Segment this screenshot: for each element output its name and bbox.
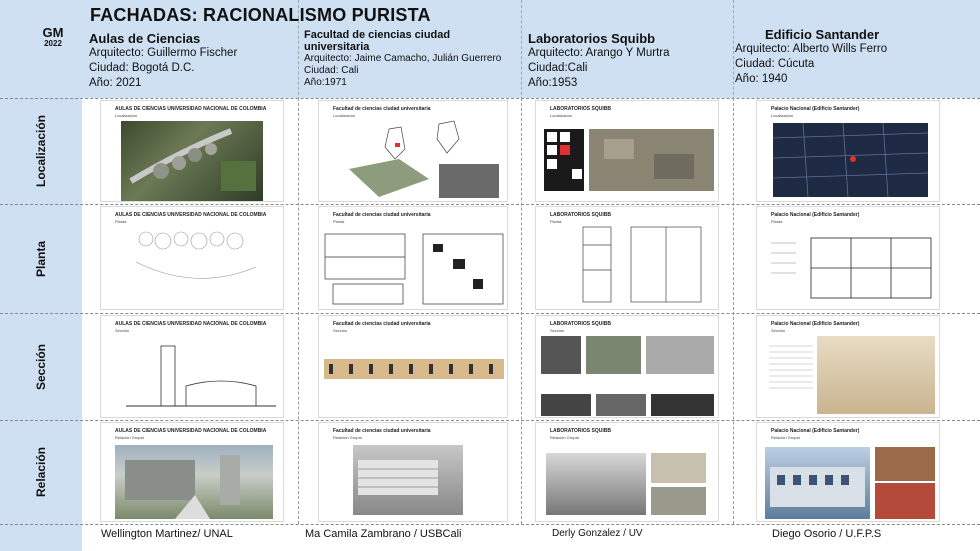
card-title: Palacio Nacional (Edificio Santander) <box>771 212 860 218</box>
floor-plan <box>771 233 936 303</box>
card-subtitle: Sección <box>115 328 130 333</box>
row-label-seccion: Sección <box>34 343 48 390</box>
thumbnail-card[interactable] <box>756 315 940 418</box>
thumbnail-card[interactable] <box>756 100 940 202</box>
thumbnail-card[interactable] <box>100 422 284 522</box>
column-divider <box>298 98 299 524</box>
building-sketch <box>115 445 273 519</box>
column-title: Laboratorios Squibb <box>528 31 656 46</box>
page-title: FACHADAS: RACIONALISMO PURISTA <box>90 5 431 25</box>
card-subtitle: Relación Grupal <box>115 435 144 440</box>
column-city: Ciudad: Cali <box>304 65 359 76</box>
card-title: Facultad de ciencias ciudad universitaria <box>333 106 431 112</box>
card-title: AULAS DE CIENCIAS UNIVERSIDAD NACIONAL DE COLOMBIA <box>115 212 267 218</box>
aerial-photo <box>121 121 263 201</box>
author-credit: Wellington Martinez/ UNAL <box>101 528 233 540</box>
card-subtitle: Relación Grupal <box>333 435 362 440</box>
column-architect: Arquitecto: Arango Y Murtra <box>528 47 670 59</box>
card-subtitle: Sección <box>550 328 565 333</box>
column-divider <box>521 98 522 524</box>
card-title: Palacio Nacional (Edificio Santander) <box>771 106 860 112</box>
card-subtitle: Localización <box>771 113 794 118</box>
floor-plan <box>581 225 706 305</box>
column-year: Año: 1940 <box>735 73 788 85</box>
column-year: Año: 2021 <box>89 77 142 89</box>
row-label-planta: Planta <box>33 240 48 277</box>
thumbnail-card[interactable] <box>318 422 508 522</box>
card-title: AULAS DE CIENCIAS UNIVERSIDAD NACIONAL DE COLOMBIA <box>115 106 267 112</box>
site-overlay <box>121 121 263 201</box>
gm-badge <box>39 26 67 48</box>
building-photo <box>115 445 273 519</box>
card-title: AULAS DE CIENCIAS UNIVERSIDAD NACIONAL DE COLOMBIA <box>115 321 267 327</box>
column-city: Ciudad: Bogotá D.C. <box>89 62 195 74</box>
location-maps <box>339 119 504 201</box>
location-maps <box>544 129 714 191</box>
thumbnail-card[interactable] <box>100 100 284 202</box>
card-title: LABORATORIOS SQUIBB <box>550 212 611 218</box>
building-photo <box>646 336 714 374</box>
thumbnail-card[interactable] <box>756 422 940 522</box>
thumbnail-card[interactable] <box>535 422 719 522</box>
card-subtitle: Localización <box>333 113 356 118</box>
row-divider <box>0 313 980 314</box>
column-title: Edificio Santander <box>765 27 880 42</box>
thumbnail-card[interactable] <box>535 315 719 418</box>
building-photo <box>765 447 870 519</box>
column-architect: Arquitecto: Jaime Camacho, Julián Guerrero <box>304 53 502 64</box>
column-divider <box>733 98 734 524</box>
card-subtitle: Sección <box>333 328 348 333</box>
building-photo <box>541 394 591 416</box>
header-divider <box>298 0 299 100</box>
section-drawing <box>126 341 276 411</box>
column-city: Ciudad: Cúcuta <box>735 58 815 70</box>
card-subtitle: Relación Grupal <box>550 435 579 440</box>
building-photo <box>651 487 706 515</box>
thumbnail-card[interactable] <box>535 206 719 310</box>
building-photo <box>586 336 641 374</box>
card-title: Palacio Nacional (Edificio Santander) <box>771 321 860 327</box>
badge-code: GM <box>42 25 64 40</box>
card-subtitle: Planta <box>115 219 127 224</box>
card-title: Palacio Nacional (Edificio Santander) <box>771 428 860 434</box>
building-photo <box>875 483 935 519</box>
thumbnail-card[interactable] <box>318 315 508 418</box>
building-photo <box>596 394 646 416</box>
building-photo <box>353 445 463 515</box>
thumbnail-card[interactable] <box>535 100 719 202</box>
author-credit: Ma Camila Zambrano / USBCali <box>305 528 462 540</box>
card-subtitle: Planta <box>771 219 783 224</box>
column-header-1 <box>89 28 289 91</box>
building-photo <box>546 453 646 515</box>
row-divider <box>0 98 980 99</box>
row-divider <box>0 524 980 525</box>
badge-year: 2022 <box>44 39 62 48</box>
building-photo <box>541 336 581 374</box>
card-subtitle: Localización <box>115 113 138 118</box>
card-subtitle: Planta <box>550 219 562 224</box>
card-title: Facultad de ciencias ciudad universitaria <box>333 212 431 218</box>
card-title: AULAS DE CIENCIAS UNIVERSIDAD NACIONAL DE COLOMBIA <box>115 428 267 434</box>
row-label-localizacion: Localización <box>34 114 48 188</box>
row-label-relacion: Relación <box>33 446 48 498</box>
card-title: LABORATORIOS SQUIBB <box>550 106 611 112</box>
column-year: Año:1971 <box>304 77 347 88</box>
header-divider <box>733 0 734 100</box>
column-title: Aulas de Ciencias <box>89 31 201 46</box>
floor-plan <box>323 229 507 309</box>
column-title: Facultad de ciencias ciudad universitaria <box>304 29 451 53</box>
column-year: Año:1953 <box>528 77 578 89</box>
building-photo <box>651 453 706 483</box>
thumbnail-card[interactable] <box>318 100 508 202</box>
thumbnail-card[interactable] <box>756 206 940 310</box>
card-title: Facultad de ciencias ciudad universitaria <box>333 321 431 327</box>
card-title: LABORATORIOS SQUIBB <box>550 428 611 434</box>
row-divider <box>0 420 980 421</box>
thumbnail-card[interactable] <box>100 315 284 418</box>
building-photo <box>651 394 714 416</box>
card-subtitle: Relación Grupal <box>771 435 800 440</box>
column-city: Ciudad:Cali <box>528 62 588 74</box>
header-divider <box>521 0 522 100</box>
column-header-3 <box>528 31 728 91</box>
author-credit: Diego Osorio / U.F.P.S <box>772 528 882 540</box>
card-subtitle: Planta <box>333 219 345 224</box>
author-credit: Derly Gonzalez / UV <box>552 528 643 539</box>
column-header-4 <box>735 27 975 87</box>
card-title: Facultad de ciencias ciudad universitaria <box>333 428 431 434</box>
card-subtitle: Localización <box>550 113 573 118</box>
column-header-2 <box>304 29 514 89</box>
building-sketch <box>353 445 463 515</box>
section-drawing <box>324 354 504 384</box>
sketch-image <box>817 336 935 414</box>
street-map <box>773 123 928 197</box>
building-sketch <box>765 447 870 519</box>
text-block <box>769 342 813 402</box>
card-title: LABORATORIOS SQUIBB <box>550 321 611 327</box>
column-architect: Arquitecto: Guillermo Fischer <box>89 47 238 59</box>
column-architect: Arquitecto: Alberto Wills Ferro <box>735 43 888 55</box>
row-divider <box>0 204 980 205</box>
floor-plan <box>131 227 261 302</box>
thumbnail-card[interactable] <box>318 206 508 310</box>
building-photo <box>875 447 935 481</box>
card-subtitle: Sección <box>771 328 786 333</box>
thumbnail-card[interactable] <box>100 206 284 310</box>
